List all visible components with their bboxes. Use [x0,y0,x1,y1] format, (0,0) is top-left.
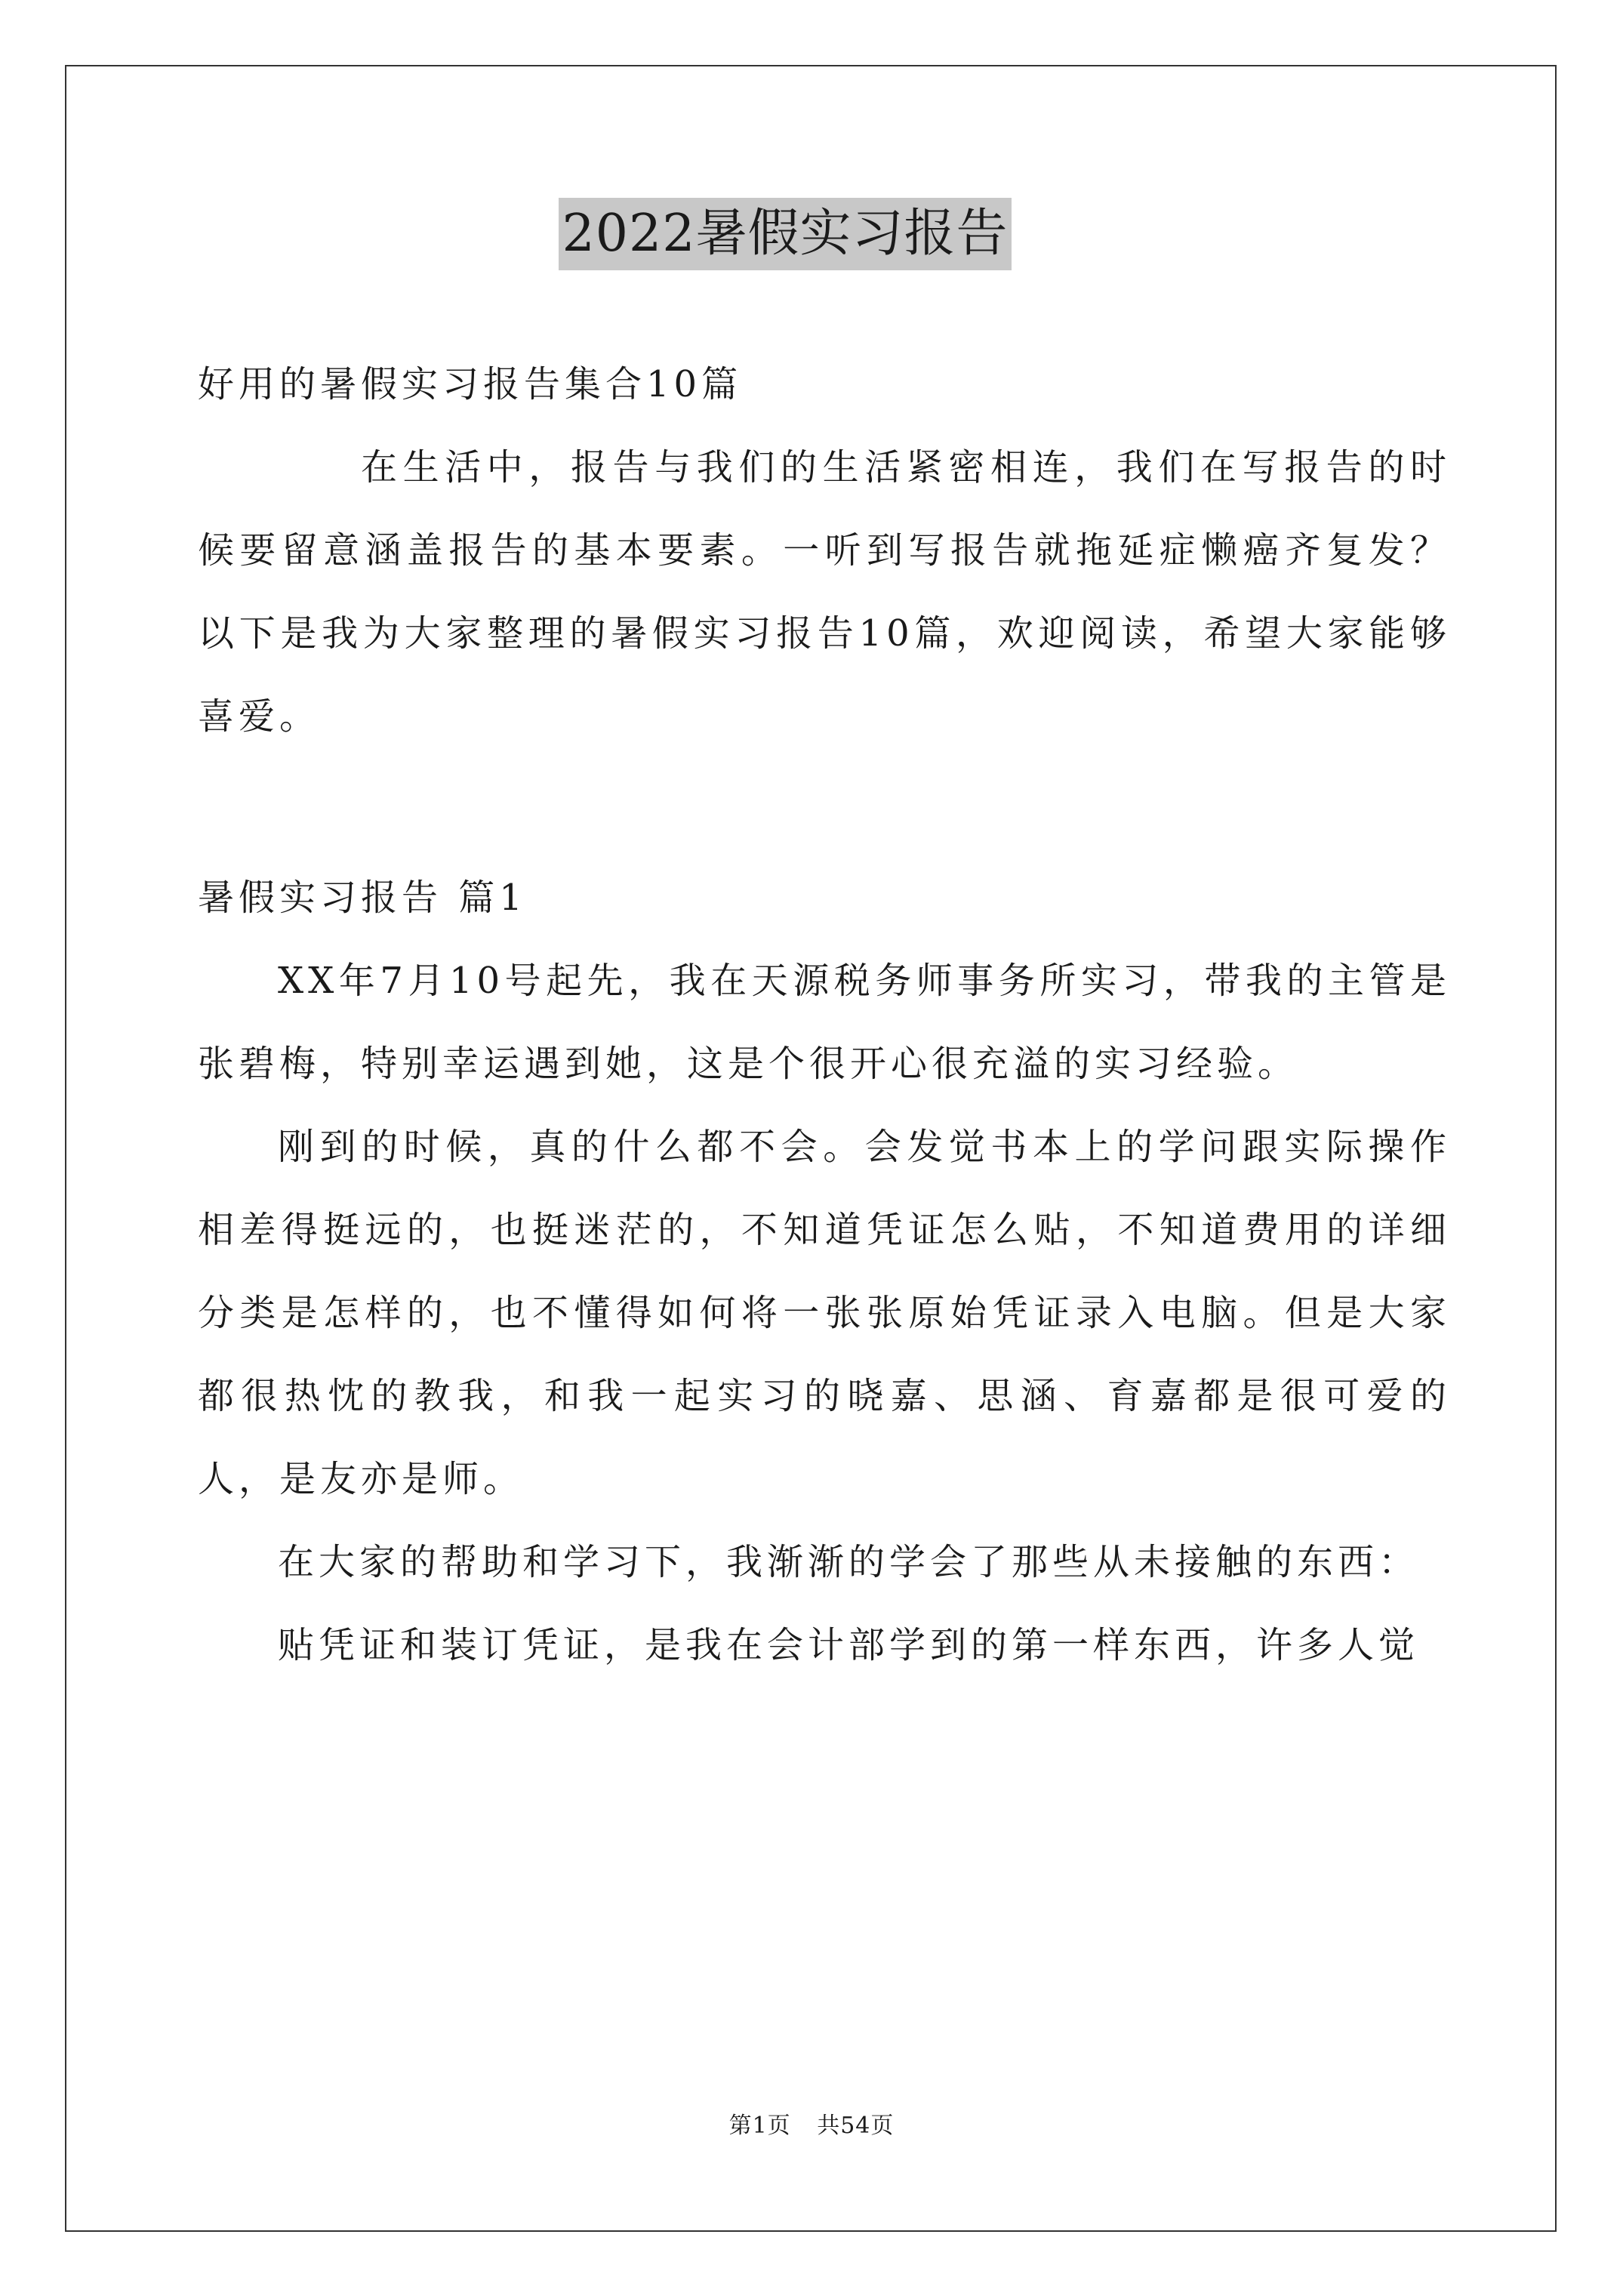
body-paragraph-1: XX年7月10号起先，我在天源税务师事务所实习，带我的主管是张碧梅，特别幸运遇到她，这是个很开心很充溢的实习经验。 [198,960,1451,1085]
body-paragraph-2: 刚到的时候，真的什么都不会。会发觉书本上的学问跟实际操作相差得挺远的，也挺迷茫的，不知道凭证怎么贴，不知道费用的详细分类是怎样的，也不懂得如何将一张张原始凭证录入电脑。但是大家都很热忱的教我，和我一起实习的晓嘉、思涵、育嘉都是很可爱的人，是友亦是师。 [198,1126,1451,1500]
body-paragraph-3: 在大家的帮助和学习下，我渐渐的学会了那些从未接触的东西： [278,1541,1420,1583]
intro-paragraph: 在生活中，报告与我们的生活紧密相连，我们在写报告的时候要留意涵盖报告的基本要素。一听到写报告就拖延症懒癌齐复发？以下是我为大家整理的暑假实习报告10篇，欢迎阅读，希望大家能够喜爱。 [198,446,1451,738]
page-footer [0,2106,1623,2140]
title-wrap [159,198,1412,270]
document-subtitle: 好用的暑假实习报告集合10篇 [198,363,743,405]
body-paragraph-4: 贴凭证和装订凭证，是我在会计部学到的第一样东西，许多人觉 [278,1624,1420,1666]
page-number: 第1页 [728,2113,791,2139]
document-title: 2022暑假实习报告 [559,198,1011,270]
section-heading: 暑假实习报告 篇1 [198,877,527,919]
page-total: 共54页 [817,2113,895,2139]
document-body [198,198,1451,1687]
